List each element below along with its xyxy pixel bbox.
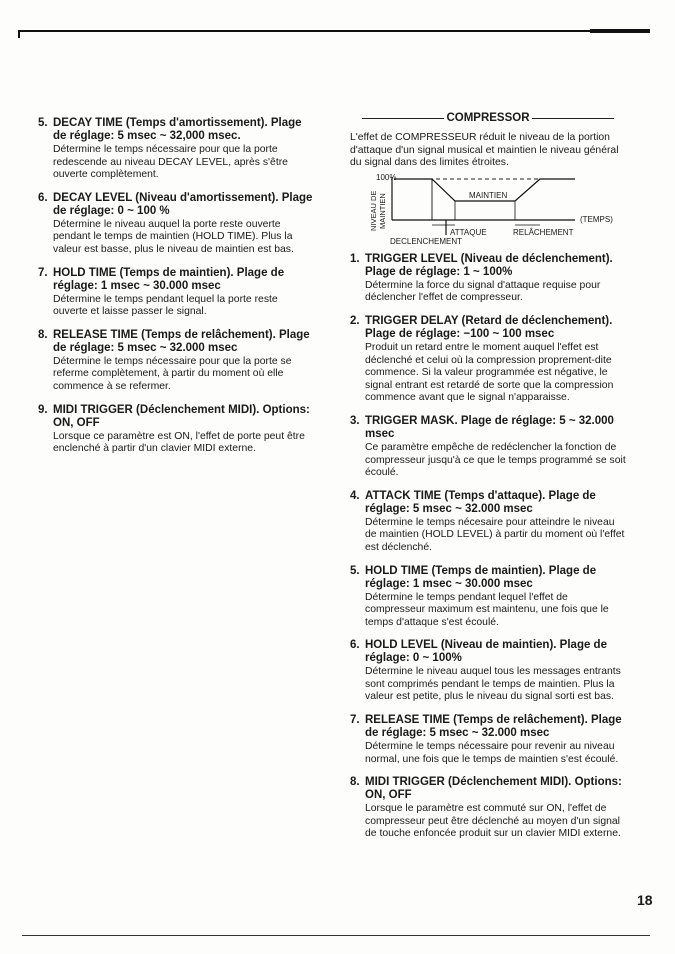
param-release-time: [38, 329, 314, 394]
item-number: 8.: [350, 776, 360, 789]
item-number: 7.: [38, 266, 48, 279]
label-temps: (TEMPS): [580, 214, 613, 224]
label-maintien: MAINTIEN: [469, 190, 508, 200]
title-rule-right: [532, 118, 614, 119]
envelope-graph: [350, 173, 626, 243]
label-declenchement: DECLENCHEMENT: [390, 236, 463, 246]
title-rule-left: [362, 118, 444, 119]
bottom-rule: [22, 935, 650, 936]
item-description: Détermine le temps nécessaire pour que la porte redescende au niveau DECAY LEVEL, après s'être ouverte complètement.: [53, 144, 288, 181]
item-description: Détermine le temps pendant lequel la porte reste ouverte et laisse passer le signal.: [53, 293, 278, 318]
item-heading: HOLD LEVEL (Niveau de maintien). Plage de réglage: 0 ~ 100%: [365, 639, 607, 665]
section-title-text: COMPRESSOR: [446, 112, 530, 124]
page-number: 18: [637, 892, 653, 908]
item-description: Détermine le temps nécesaire pour atteindre le niveau de maintien (HOLD LEVEL) à partir du moment où l'effet est déclenché.: [365, 516, 625, 553]
item-number: 5.: [350, 564, 360, 577]
item-description: Ce paramètre empêche de redéclencher la fonction de compresseur jusqu'à ce que le temps programmé se soit écoulé.: [365, 441, 626, 479]
param-attack-time: [350, 490, 626, 555]
item-description: Détermine le temps nécessaire pour que la porte se referme complètement, à partir du moment où elle commence à se refermer.: [53, 355, 292, 392]
item-heading: HOLD TIME (Temps de maintien). Plage de réglage: 1 msec ~ 30.000 msec: [53, 266, 285, 292]
item-heading: MIDI TRIGGER (Déclenchement MIDI). Options: ON, OFF: [53, 403, 310, 429]
param-decay-time: [38, 117, 314, 182]
item-heading: MIDI TRIGGER (Déclenchement MIDI). Options: ON, OFF: [365, 776, 622, 802]
item-description: Détermine le temps pendant lequel l'effet de compresseur maximum est maintenu, une fois que le temps d'attaque s'est écoulé.: [365, 591, 609, 628]
param-trigger-mask: [350, 415, 626, 480]
label-niveau-de: NIVEAU DE: [369, 190, 378, 231]
top-rule: [18, 30, 650, 32]
param-decay-level: [38, 192, 314, 257]
item-description: Détermine le niveau auquel la porte reste ouverte pendant le temps de maintien (HOLD TIME). Plus la valeur est basse, plus le niveau de maintien est bas.: [53, 218, 294, 255]
item-heading: DECAY TIME (Temps d'amortissement). Plage de réglage: 5 msec ~ 32,000 msec.: [53, 117, 302, 142]
item-description: Lorsque le paramètre est commuté sur ON, l'effet de compresseur peut être déclenché au moyen d'un signal de touche enfoncée produit sur un clavier MIDI externe.: [365, 803, 621, 840]
item-description: Détermine la force du signal d'attaque requise pour déclencher l'effet de compresseur.: [365, 279, 601, 304]
param-hold-time: [38, 267, 314, 319]
param-midi-trigger: [350, 776, 626, 841]
item-number: 6.: [350, 639, 360, 652]
param-midi-trigger: [38, 404, 314, 456]
item-number: 7.: [350, 714, 360, 727]
item-heading: RELEASE TIME (Temps de relâchement). Plage de réglage: 5 msec ~ 32.000 msec: [53, 328, 310, 354]
item-heading: DECAY LEVEL (Niveau d'amortissement). Plage de réglage: 0 ~ 100 %: [53, 191, 313, 217]
item-heading: TRIGGER LEVEL (Niveau de déclenchement). Plage de réglage: 1 ~ 100%: [365, 252, 613, 278]
item-heading: RELEASE TIME (Temps de relâchement). Plage de réglage: 5 msec ~ 32.000 msec: [365, 714, 622, 740]
label-attaque: ATTAQUE: [450, 227, 487, 237]
label-100-percent: 100%: [376, 172, 397, 182]
item-number: 2.: [350, 314, 360, 327]
item-number: 5.: [38, 117, 48, 129]
compressor-envelope-diagram: [350, 172, 626, 246]
item-number: 4.: [350, 489, 360, 502]
label-relachement: RELÂCHEMENT: [513, 227, 574, 237]
item-heading: TRIGGER DELAY (Retard de déclenchement). Plage de réglage: −100 ~ 100 msec: [365, 314, 613, 340]
item-heading: TRIGGER MASK. Plage de réglage: 5 ~ 32.000 msec: [365, 414, 614, 440]
top-rule-accent: [590, 29, 650, 33]
right-column: [350, 112, 626, 851]
param-hold-time: [350, 565, 626, 630]
item-number: 8.: [38, 328, 48, 341]
section-intro: L'effet de COMPRESSEUR réduit le niveau de la portion d'attaque d'un signal musical et maintien le niveau général du signal dans des limites étroites.: [350, 132, 619, 169]
param-trigger-level: [350, 253, 626, 305]
label-maintien-vertical: MAINTIEN: [378, 192, 387, 229]
item-heading: ATTACK TIME (Temps d'attaque). Plage de réglage: 5 msec ~ 32.000 msec: [365, 489, 596, 515]
param-trigger-delay: [350, 315, 626, 405]
item-description: Lorsque ce paramètre est ON, l'effet de porte peut être enclenché à partir d'un clavier MIDI externe.: [53, 430, 305, 455]
item-number: 1.: [350, 252, 360, 265]
section-title: [350, 112, 626, 124]
item-heading: HOLD TIME (Temps de maintien). Plage de réglage: 1 msec ~ 30.000 msec: [365, 564, 597, 590]
left-column: [38, 117, 314, 466]
item-number: 6.: [38, 191, 48, 204]
item-number: 3.: [350, 414, 360, 427]
param-release-time: [350, 714, 626, 766]
item-description: Produit un retard entre le moment auquel l'effet est déclenché et celui où la compression proprement-dite commence. Si la valeur programmée est négative, le signal entrant est retardé de sorte que la compression commence avant que le signal n'apparaisse.: [365, 341, 614, 404]
item-number: 9.: [38, 403, 48, 416]
item-description: Détermine le temps nécessaire pour revenir au niveau normal, une fois que le temps de maintien s'est écoulé.: [365, 741, 619, 765]
item-description: Détermine le niveau auquel tous les messages entrants sont comprimés pendant le temps de maintien. Plus la valeur est petite, plus le niveau du signal sorti est bas.: [365, 666, 621, 703]
param-hold-level: [350, 639, 626, 704]
corner-mark: [18, 30, 30, 38]
